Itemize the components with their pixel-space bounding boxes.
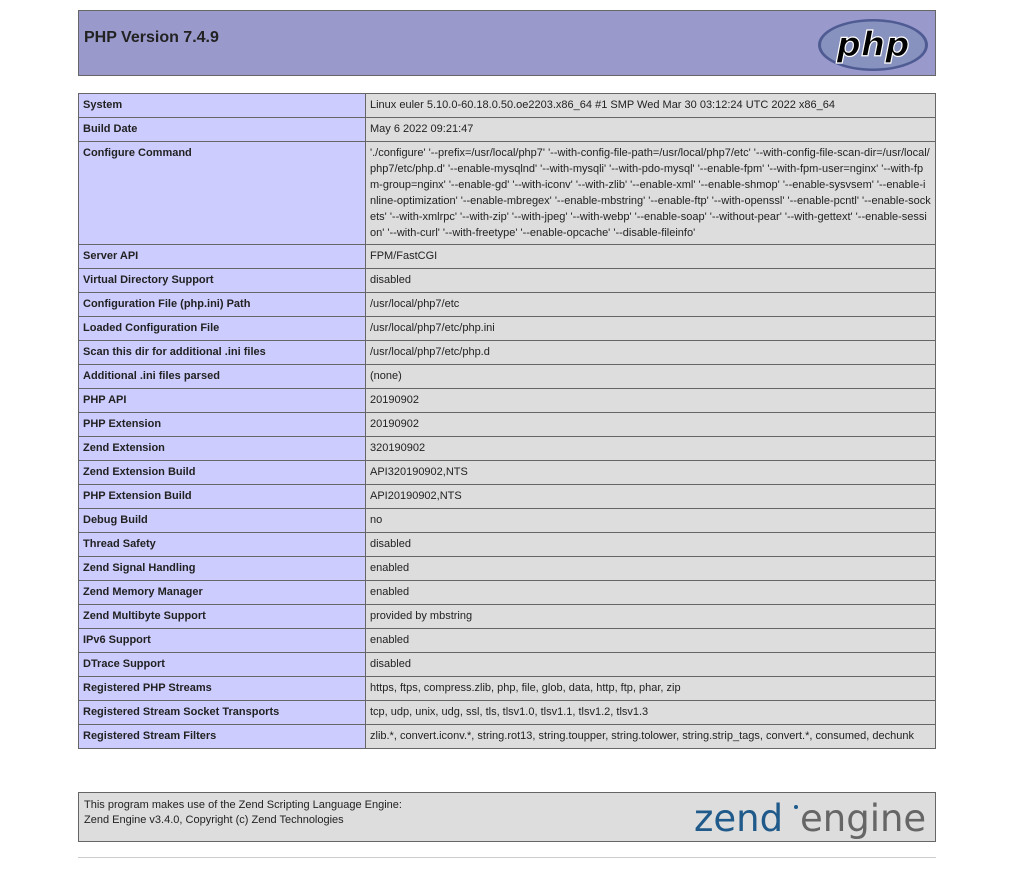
info-value: Linux euler 5.10.0-60.18.0.50.oe2203.x86_64 #1 SMP Wed Mar 30 03:12:24 UTC 2022 x86_64 bbox=[366, 94, 936, 118]
info-value: /usr/local/php7/etc/php.ini bbox=[366, 317, 936, 341]
info-row bbox=[79, 269, 936, 293]
info-value: 20190902 bbox=[366, 413, 936, 437]
info-label: PHP Extension bbox=[79, 413, 366, 437]
php-logo-text: php bbox=[836, 25, 910, 65]
info-label: Build Date bbox=[79, 118, 366, 142]
info-value: enabled bbox=[366, 629, 936, 653]
info-value: './configure' '--prefix=/usr/local/php7' '--with-config-file-path=/usr/local/php7/etc' '--with-config-file-scan-dir=/usr/local/php7/etc/php.d' '--enable-mysqlnd' '--with-mysqli' '--with-pdo-mysql' '--enable-fpm' '--with-fpm-user=nginx' '--with-fpm-group=nginx' '--enable-gd' '--with-iconv' '--with-zlib' '--enable-xml' '--enable-shmop' '--enable-sysvsem' '--enable-inline-optimization' '--enable-mbregex' '--enable-mbstring' '--enable-ftp' '--with-openssl' '--enable-pcntl' '--enable-sockets' '--with-xmlrpc' '--with-zip' '--with-jpeg' '--with-webp' '--enable-soap' '--without-pear' '--with-gettext' '--enable-session' '--with-curl' '--with-freetype' '--enable-opcache' '--disable-fileinfo' bbox=[366, 142, 936, 245]
info-value: zlib.*, convert.iconv.*, string.rot13, string.toupper, string.tolower, string.strip_tags, convert.*, consumed, dechunk bbox=[366, 725, 936, 749]
info-value: disabled bbox=[366, 269, 936, 293]
info-value: FPM/FastCGI bbox=[366, 245, 936, 269]
info-label: Debug Build bbox=[79, 509, 366, 533]
info-value: /usr/local/php7/etc/php.d bbox=[366, 341, 936, 365]
info-row bbox=[79, 317, 936, 341]
info-label: System bbox=[79, 94, 366, 118]
info-label: Thread Safety bbox=[79, 533, 366, 557]
info-row bbox=[79, 293, 936, 317]
info-row bbox=[79, 509, 936, 533]
info-value: disabled bbox=[366, 653, 936, 677]
php-logo[interactable] bbox=[816, 17, 930, 73]
info-row bbox=[79, 94, 936, 118]
zend-notice-line: This program makes use of the Zend Scripting Language Engine: bbox=[84, 799, 402, 811]
info-label: Zend Signal Handling bbox=[79, 557, 366, 581]
info-row bbox=[79, 581, 936, 605]
info-label: Zend Extension bbox=[79, 437, 366, 461]
info-label: Virtual Directory Support bbox=[79, 269, 366, 293]
info-row bbox=[79, 653, 936, 677]
info-row bbox=[79, 557, 936, 581]
info-value: 20190902 bbox=[366, 389, 936, 413]
info-row bbox=[79, 605, 936, 629]
php-version-header bbox=[78, 10, 936, 76]
info-label: Loaded Configuration File bbox=[79, 317, 366, 341]
info-label: Scan this dir for additional .ini files bbox=[79, 341, 366, 365]
info-label: Zend Memory Manager bbox=[79, 581, 366, 605]
zend-engine-footer bbox=[78, 792, 936, 842]
info-value: enabled bbox=[366, 581, 936, 605]
info-value: https, ftps, compress.zlib, php, file, glob, data, http, ftp, phar, zip bbox=[366, 677, 936, 701]
info-value: /usr/local/php7/etc bbox=[366, 293, 936, 317]
info-label: Zend Multibyte Support bbox=[79, 605, 366, 629]
info-label: Configuration File (php.ini) Path bbox=[79, 293, 366, 317]
info-row bbox=[79, 701, 936, 725]
zend-version-line: Zend Engine v3.4.0, Copyright (c) Zend Technologies bbox=[84, 814, 344, 826]
info-row bbox=[79, 629, 936, 653]
info-row bbox=[79, 142, 936, 245]
info-value: API20190902,NTS bbox=[366, 485, 936, 509]
info-label: Configure Command bbox=[79, 142, 366, 245]
info-value: provided by mbstring bbox=[366, 605, 936, 629]
info-label: Registered PHP Streams bbox=[79, 677, 366, 701]
info-value: enabled bbox=[366, 557, 936, 581]
info-row bbox=[79, 341, 936, 365]
info-value: tcp, udp, unix, udg, ssl, tls, tlsv1.0, tlsv1.1, tlsv1.2, tlsv1.3 bbox=[366, 701, 936, 725]
info-row bbox=[79, 413, 936, 437]
info-label: Zend Extension Build bbox=[79, 461, 366, 485]
svg-text:engine: engine bbox=[800, 797, 927, 839]
info-label: Registered Stream Filters bbox=[79, 725, 366, 749]
page-title: PHP Version 7.4.9 bbox=[84, 29, 219, 46]
info-row bbox=[79, 533, 936, 557]
info-value: API320190902,NTS bbox=[366, 461, 936, 485]
info-label: Registered Stream Socket Transports bbox=[79, 701, 366, 725]
info-value: (none) bbox=[366, 365, 936, 389]
info-row bbox=[79, 389, 936, 413]
info-label: PHP Extension Build bbox=[79, 485, 366, 509]
info-row bbox=[79, 725, 936, 749]
info-value: disabled bbox=[366, 533, 936, 557]
info-label: DTrace Support bbox=[79, 653, 366, 677]
info-row bbox=[79, 485, 936, 509]
zend-engine-logo[interactable] bbox=[694, 797, 930, 839]
info-row bbox=[79, 437, 936, 461]
info-label: Additional .ini files parsed bbox=[79, 365, 366, 389]
svg-text:zend: zend bbox=[694, 797, 784, 839]
info-row bbox=[79, 118, 936, 142]
info-row bbox=[79, 677, 936, 701]
info-label: IPv6 Support bbox=[79, 629, 366, 653]
info-row bbox=[79, 365, 936, 389]
bottom-rule bbox=[78, 857, 936, 858]
info-label: PHP API bbox=[79, 389, 366, 413]
info-row bbox=[79, 245, 936, 269]
info-row bbox=[79, 461, 936, 485]
info-value: 320190902 bbox=[366, 437, 936, 461]
info-label: Server API bbox=[79, 245, 366, 269]
info-value: no bbox=[366, 509, 936, 533]
info-value: May 6 2022 09:21:47 bbox=[366, 118, 936, 142]
php-info-table bbox=[78, 93, 936, 749]
